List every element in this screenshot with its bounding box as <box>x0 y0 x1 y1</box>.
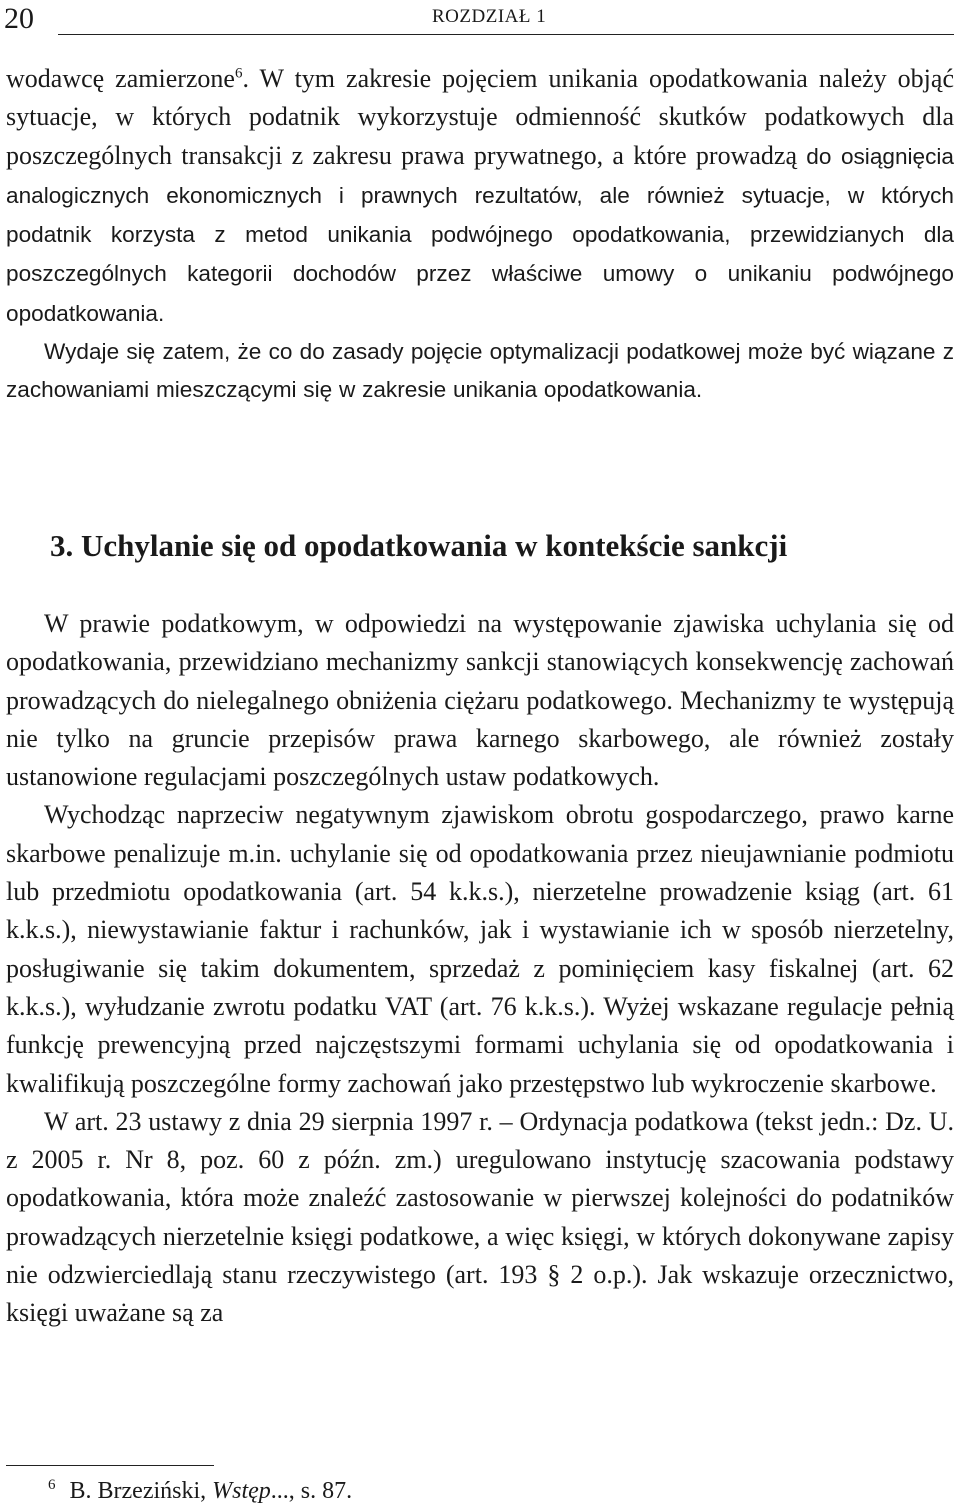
footnote-rule <box>6 1465 214 1466</box>
footnote-author: B. Brzeziński, <box>69 1478 213 1504</box>
p1-start: wodawcę zamierzone <box>6 64 235 93</box>
paragraph-optimization: Wydaje się zatem, że co do zasady pojęcie optymalizacji podatkowej może być wiązane z zachowaniami mieszczącymi się w zakresie unikania opodatkowania. <box>6 339 954 403</box>
paragraph-continued <box>6 60 954 333</box>
page-number: 20 <box>4 2 34 35</box>
header-rule <box>58 34 954 35</box>
section-paragraph-1: W prawie podatkowym, w odpowiedzi na występowanie zjawiska uchylania się od opodatkowania, przewidziano mechanizmy sankcji stanowiących konsekwencję zachowań prowadzących do nielegalnego obniżenia ciężaru podatkowego. Mechanizmy te występują nie tylko na gruncie przepisów prawa karnego skarbowego, ale również zostały ustanowione regulacjami poszczególnych ustaw podatkowych. <box>6 609 954 792</box>
section-body <box>6 605 954 1333</box>
section-heading: 3. Uchylanie się od opodatkowania w kontekście sankcji <box>50 528 788 563</box>
section-paragraph-2: Wychodząc naprzeciw negatywnym zjawiskom obrotu gospodarczego, prawo karne skarbowe penalizuje m.in. uchylanie się od opodatkowania przez nieujawnianie podmiotu lub przedmiotu opodatkowania (art. 54 k.k.s.), nierzetelne prowadzenie ksiąg (art. 61 k.k.s.), niewystawianie faktur i rachunków, jak i wystawianie ich w sposób nierzetelny, posługiwanie się takim dokumentem, sprzedaż z pominięciem kasy fiskalnej (art. 62 k.k.s.), wyłudzanie zwrotu podatku VAT (art. 76 k.k.s.). Wyżej wskazane regulacje pełnią funkcję prewencyjną przed najczęstszymi formami uchylania się od opodatkowania i kwalifikują poszczególne formy zachowań jako przestępstwo lub wykroczenie skarbowe. <box>6 800 954 1098</box>
footnote-rest: ..., s. 87. <box>270 1478 353 1504</box>
section-paragraph-3: W art. 23 ustawy z dnia 29 sierpnia 1997 r. – Ordynacja podatkowa (tekst jedn.: Dz. U. z 2005 r. Nr 8, poz. 60 z późn. zm.) uregulowano instytucję szacowania podstawy opodatkowania, która może znaleźć zastosowanie w pierwszej kolejności do podatników prowadzących nierzetelnie księgi podatkowe, a więc księgi, w których dokonywane zapisy nie odzwierciedlają stanu rzeczywistego (art. 193 § 2 o.p.). Jak wskazuje orzecznictwo, księgi uważane są za <box>6 1106 954 1328</box>
running-head: ROZDZIAŁ 1 <box>432 6 547 27</box>
footnote <box>48 1476 352 1506</box>
footnote-reference[interactable]: 6 <box>234 65 243 82</box>
page-header <box>4 2 954 40</box>
footnote-title: Wstęp <box>212 1478 271 1504</box>
p1-sans-lines: do osiągnięcia analogicznych ekonomicznych i prawnych rezultatów, ale również sytuacje, w których podatnik korzysta z metod unikania podwójnego opodatkowania, przewidzianych dla poszczególnych kategorii dochodów przez właściwe umowy o unikaniu podwójnego opodatkowania. <box>6 143 954 326</box>
footnote-number: 6 <box>48 1477 56 1493</box>
p1-continuation: . W tym zakresie pojęciem unikania opodatkowania należy objąć sytuacje, w których podatnik wykorzystuje odmienność skutków podatkowych dla poszczególnych transakcji z zakresu prawa prywatnego, a które prowadzą <box>6 64 954 170</box>
top-text-block <box>6 60 954 410</box>
